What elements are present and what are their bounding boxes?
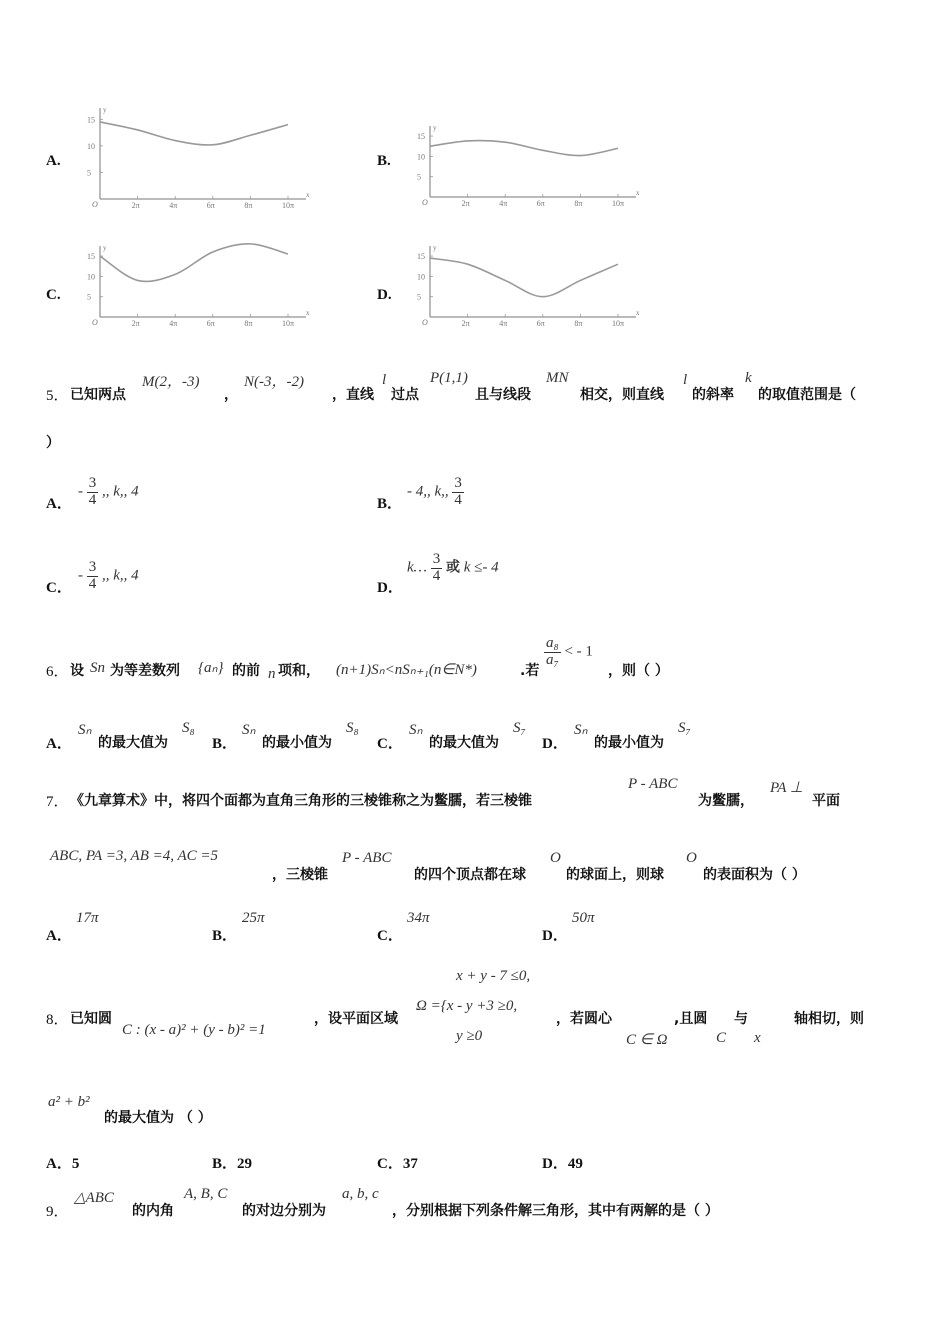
graph-d	[408, 238, 648, 333]
fraction: $\frac{3}{4}$	[432, 551, 441, 584]
q8-option-b: B．29	[212, 1156, 253, 1172]
q5-line-l: l	[683, 372, 688, 388]
q6-options: A． Sₙ 的最大值为 S₈ B． Sₙ 的最小值为 S₈ C． Sₙ 的最大值为 S₇ D． Sₙ 的最小值为 S₇	[46, 720, 691, 752]
q5-text: ，直线	[332, 387, 374, 403]
q8-x-axis: x	[754, 1030, 761, 1046]
q8-expression: a² + b²	[48, 1094, 90, 1110]
q5-text: 相交，则直线	[580, 387, 664, 403]
x-tick-label: 6π	[206, 201, 215, 210]
y-tick-label: 10	[87, 141, 95, 151]
y-tick-label: 15	[87, 115, 95, 125]
q8-option-c: C．37	[377, 1156, 418, 1172]
option-math: -	[78, 483, 83, 500]
x-tick-label: 10π	[612, 319, 625, 328]
q6-number: 6．	[46, 664, 69, 680]
fraction: $\frac{3}{4}$	[88, 475, 97, 508]
q7-text: 为鳖臑，	[698, 793, 754, 809]
x-axis-label: x	[636, 309, 640, 317]
q8-region-line1: x + y - 7 ≤0,	[456, 968, 531, 984]
x-axis-label: x	[306, 191, 310, 199]
q5-text: 且与线段	[475, 387, 531, 403]
x-tick-label: 4π	[169, 201, 178, 210]
q7-text: 的四个顶点都在球	[414, 867, 526, 883]
q8-text: 已知圆	[70, 1011, 112, 1027]
option-label: C．	[46, 580, 72, 596]
option-math: ,, k,, 4	[102, 483, 139, 500]
y-axis-label: y	[433, 244, 437, 252]
q7-text: ，三棱锥	[272, 867, 328, 883]
q9-triangle: △ABC	[74, 1190, 114, 1206]
y-tick-label: 5	[87, 292, 91, 302]
y-tick-label: 10	[417, 272, 425, 282]
q8-text: 的最大值为 （ ）	[104, 1110, 212, 1126]
x-tick-label: 4π	[169, 319, 178, 328]
x-tick-label: 4π	[499, 199, 508, 208]
q8-text: 轴相切，则	[794, 1011, 864, 1027]
q5-line-l: l	[382, 372, 387, 388]
option-label: A．	[46, 496, 72, 512]
q5-segment-mn: MN	[546, 370, 569, 386]
q6-inequality: < - 1	[564, 643, 593, 660]
q7-text: 的球面上，则球	[566, 867, 664, 883]
q6-text: 设	[70, 663, 84, 679]
x-tick-label: 2π	[131, 201, 140, 210]
origin-label: O	[422, 198, 428, 207]
q4-option-b-label: B.	[377, 153, 391, 169]
y-tick-label: 5	[87, 168, 91, 178]
option-math: k…	[407, 559, 427, 576]
q6-n: n	[268, 666, 276, 682]
y-axis-label: y	[433, 124, 437, 132]
option-label: D．	[377, 580, 403, 596]
option-text: 或	[446, 559, 460, 576]
x-tick-label: 8π	[244, 201, 253, 210]
series-line	[100, 244, 288, 282]
q7-sphere-o: O	[686, 850, 697, 866]
q7-text: 的表面积为（ ）	[703, 867, 806, 883]
origin-label: O	[92, 318, 98, 327]
q6-text: .若	[520, 663, 540, 679]
q7-conditions: ABC, PA =3, AB =4, AC =5	[50, 848, 219, 864]
q5-text: 过点	[391, 387, 419, 403]
x-tick-label: 4π	[499, 319, 508, 328]
q5-number: 5．	[46, 388, 69, 404]
q5-point-n: N(-3，-2)	[244, 374, 304, 390]
q7-text: 平面	[812, 793, 840, 809]
q8-number: 8．	[46, 1012, 69, 1028]
q8-center-in-region: C ∈ Ω	[626, 1032, 668, 1048]
q5-text: 的取值范围是（	[758, 387, 856, 403]
q8-circle-equation: C : (x - a)² + (y - b)² =1	[122, 1022, 266, 1038]
q8-region-line3: y ≥0	[456, 1028, 483, 1044]
q8-text: 与	[734, 1011, 748, 1027]
q9-angles: A, B, C	[184, 1186, 228, 1202]
y-tick-label: 10	[417, 152, 425, 162]
q8-option-a: A．5	[46, 1156, 80, 1172]
q6-text: 为等差数列	[110, 663, 180, 679]
q7-text: 《九章算术》中，将四个面都为直角三角形的三棱锥称之为鳖臑，若三棱锥	[70, 793, 532, 809]
y-axis-label: y	[103, 244, 107, 252]
q8-option-d: D．49	[542, 1156, 583, 1172]
q5-point-m: M(2，-3)	[142, 374, 200, 390]
y-tick-label: 15	[417, 132, 425, 142]
series-line	[100, 122, 288, 145]
q6-text: 项和，	[278, 663, 320, 679]
x-tick-label: 6π	[536, 319, 545, 328]
q4-option-d-label: D.	[377, 287, 392, 303]
x-axis-label: x	[306, 309, 310, 317]
q4-option-a-label: A.	[46, 153, 61, 169]
q7-options: A． 17π B． 25π C． 34π D． 50π	[46, 910, 595, 944]
q5-text: 已知两点	[70, 387, 126, 403]
q7-sphere-o: O	[550, 850, 561, 866]
question-9	[46, 1184, 926, 1224]
x-tick-label: 8π	[244, 319, 253, 328]
q8-options	[46, 1152, 926, 1176]
x-tick-label: 10π	[282, 319, 295, 328]
question-7	[46, 776, 926, 896]
option-math: ,, k,, 4	[102, 567, 139, 584]
x-tick-label: 10π	[612, 199, 625, 208]
q8-text: ，设平面区域	[314, 1011, 398, 1027]
q6-text: 的前	[232, 663, 260, 679]
x-tick-label: 8π	[574, 199, 583, 208]
y-tick-label: 5	[417, 172, 421, 182]
q5-text: ）	[46, 435, 60, 451]
y-tick-label: 5	[417, 292, 421, 302]
x-axis-label: x	[636, 189, 640, 197]
q7-pyramid: P - ABC	[628, 776, 678, 792]
x-tick-label: 8π	[574, 319, 583, 328]
q6-text: ，则（ ）	[608, 663, 669, 679]
graph-a	[78, 100, 318, 215]
q5-text: 的斜率	[692, 387, 734, 403]
origin-label: O	[422, 318, 428, 327]
q4-option-c-label: C.	[46, 287, 61, 303]
x-tick-label: 2π	[461, 199, 470, 208]
q8-text: ，若圆心	[556, 1011, 612, 1027]
q7-number: 7．	[46, 794, 69, 810]
y-axis-label: y	[103, 106, 107, 114]
q7-pyramid: P - ABC	[342, 850, 392, 866]
q6-sn: Sn	[90, 660, 105, 676]
option-label: B．	[377, 496, 403, 512]
fraction: $\frac{3}{4}$	[88, 559, 97, 592]
q8-circle-c: C	[716, 1030, 727, 1046]
graph-b	[408, 118, 648, 213]
graph-c	[78, 238, 318, 333]
x-tick-label: 6π	[206, 319, 215, 328]
option-math: - 4,, k,,	[407, 483, 449, 500]
y-tick-label: 15	[87, 252, 95, 262]
q8-region-line2: Ω ={x - y +3 ≥0,	[416, 998, 518, 1014]
q5-text: ，	[224, 387, 238, 403]
fraction: $\frac{3}{4}$	[454, 475, 462, 508]
option-math: k ≤- 4	[463, 559, 499, 576]
q9-text: 的对边分别为	[242, 1203, 326, 1219]
y-tick-label: 10	[87, 272, 95, 282]
q8-text: ,且圆	[674, 1011, 708, 1027]
x-tick-label: 2π	[131, 319, 140, 328]
y-tick-label: 15	[417, 252, 425, 262]
origin-label: O	[92, 200, 98, 209]
q5-point-p: P(1,1)	[430, 370, 468, 386]
x-tick-label: 6π	[536, 199, 545, 208]
x-tick-label: 2π	[461, 319, 470, 328]
q9-text: 的内角	[132, 1203, 174, 1219]
series-line	[430, 141, 618, 156]
q9-text: ，分别根据下列条件解三角形，其中有两解的是（ ）	[392, 1203, 719, 1219]
option-math: -	[78, 567, 83, 584]
q6-sequence: {aₙ}	[198, 660, 224, 676]
q7-perpendicular: PA ⊥	[770, 780, 803, 796]
q5-slope-k: k	[745, 370, 752, 386]
q9-sides: a, b, c	[342, 1186, 379, 1202]
series-line	[430, 258, 618, 297]
q9-number: 9．	[46, 1204, 69, 1220]
q6-condition: (n+1)Sₙ<nSₙ₊₁(n∈N*)	[336, 662, 477, 678]
q6-ratio: $\frac{\text{a₈}}{\text{a₇}}$	[546, 635, 559, 668]
question-8	[46, 962, 926, 1132]
x-tick-label: 10π	[282, 201, 295, 210]
